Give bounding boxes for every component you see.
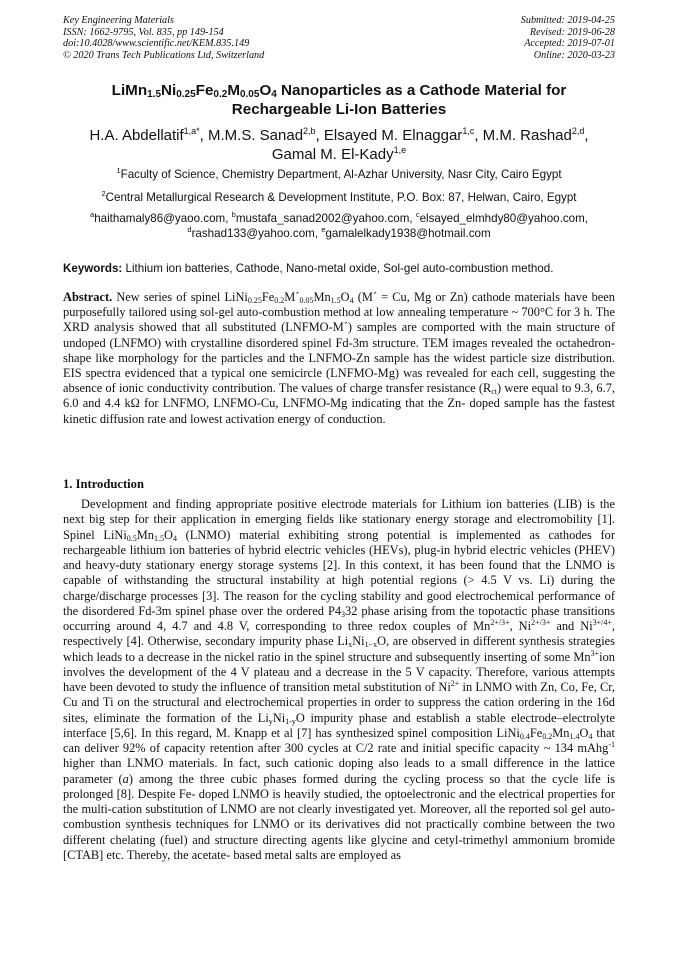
email-mark: b — [231, 210, 236, 219]
online-date: Online: 2020-03-23 — [533, 49, 615, 61]
journal-meta — [63, 15, 264, 61]
intro-text: Ni — [272, 710, 286, 725]
abstract-subscript: ct — [491, 387, 498, 397]
intro-subscript: 0.5 — [126, 533, 137, 543]
intro-text: , respectively [4]. Otherwise, secondary impurity phase Li — [63, 619, 615, 649]
author: , M.M.S. Sanad — [199, 127, 304, 144]
intro-paragraph — [63, 497, 615, 863]
intro-text: Mn — [136, 527, 154, 542]
intro-subscript: 1.5 — [154, 533, 164, 543]
intro-italic: a — [122, 771, 129, 786]
intro-subscript: 1-y — [285, 716, 296, 726]
abstract-subscript: 0.05 — [299, 296, 314, 305]
intro-subscript: 4 — [172, 533, 177, 543]
intro-subscript: y — [268, 716, 273, 726]
abstract-text: M´ — [284, 290, 300, 304]
doi[interactable]: doi:10.4028/www.scientific.net/KEM.835.149 — [63, 38, 250, 50]
title-subscript: 4 — [271, 89, 277, 100]
intro-superscript: -1 — [608, 740, 615, 749]
journal-name: Key Engineering Materials — [63, 15, 174, 26]
intro-superscript: 2+/3+ — [531, 618, 551, 627]
author: , M.M. Rashad — [474, 127, 572, 144]
title-subscript: 0.05 — [239, 89, 260, 100]
intro-subscript: 4 — [588, 731, 593, 741]
title-part: Nanoparticles as a Cathode Material for — [276, 82, 567, 99]
email-link[interactable]: rashad133@yahoo.com, — [191, 226, 322, 240]
abstract-text: New series of spinel LiNi — [112, 290, 248, 304]
author-emails — [40, 212, 638, 241]
title-part: O — [259, 82, 272, 99]
copyright: © 2020 Trans Tech Publications Ltd, Switzerland — [63, 49, 265, 61]
email-link[interactable]: gamalelkady1938@hotmail.com — [325, 226, 491, 240]
intro-subscript: 0.2 — [542, 731, 553, 741]
author-affil-mark: 2,d — [571, 126, 585, 136]
affiliation-2 — [40, 191, 638, 205]
intro-text: and Ni — [550, 619, 593, 633]
intro-text: (LNMO) material exhibiting strong potential is implemented as cathodes for rechargeable lithium ion batteries of hybrid electric vehicles (HEVs), plug-in hybrid electric vehicles (PHEV) and heavy-duty stationary energy storage systems [2]. In this context, it has been found that the LNMO is capable of withstanding the structural instability at high potential regions (> 4.5 V vs. Li) during the charge/discharge processes [3]. The reason for the cycling stability and good electrochemical performance of the disordered Fd-3m spinel phase over the ordered P4 — [63, 527, 615, 618]
title-part: LiMn — [111, 82, 148, 99]
submitted-date: Submitted: 2019-04-25 — [520, 15, 615, 26]
author: H.A. Abdellatif — [89, 127, 184, 144]
intro-text: Mn — [552, 725, 570, 740]
abstract-text: O — [340, 290, 350, 304]
title-part: Fe — [195, 82, 214, 99]
intro-text: Fe — [529, 725, 543, 740]
abstract-subscript: 4 — [349, 296, 354, 305]
intro-superscript: 2+/3+ — [490, 618, 510, 627]
title-part: Ni — [161, 82, 177, 99]
keywords-text: Lithium ion batteries, Cathode, Nano-metal oxide, Sol-gel auto-combustion method. — [122, 262, 554, 275]
intro-text: Development and finding appropriate positive electrode materials for Lithium ion batteries (LIB) is the next big step for their application in emerging fields like stationary energy storage and electromobility [1]. Spinel LiNi — [63, 497, 615, 542]
intro-text: ion involves the development of the 4 V plateau and a decrease in the 5 V capacity. Therefore, various attempts have been devoted to study the influence of transition metal substitution of Ni — [63, 649, 615, 694]
abstract-subscript: 0.25 — [247, 296, 262, 305]
intro-subscript: 1−x — [364, 640, 378, 650]
abstract — [63, 290, 615, 427]
publication-dates — [521, 15, 615, 61]
affiliation-1 — [40, 168, 638, 182]
author-affil-mark: 2,b — [303, 126, 316, 136]
intro-text: O, are observed in different synthesis strategies which leads to a decrease in the nickel ratio in the spinel structure and subsequently inserting of some Mn — [63, 634, 615, 664]
revised-date: Revised: 2019-06-28 — [529, 26, 615, 38]
title-part: M — [227, 82, 240, 99]
accepted-date: Accepted: 2019-07-01 — [524, 38, 615, 50]
abstract-text: ) were equal to 9.3, 6.7, 6.0 and 4.4 kΩ for LNFMO, LNFMO-Cu, LNFMO-Mg indicating that the Zn- doped sample has the fastest kinetic diffusion rate and lowest activation energy of conduction. — [63, 381, 615, 426]
author-list — [40, 126, 638, 164]
intro-subscript: 3 — [341, 609, 346, 619]
email-mark: c — [415, 210, 420, 219]
email-mark: e — [321, 224, 326, 234]
affiliation-text: Faculty of Science, Chemistry Department, Al-Azhar University, Nasr City, Cairo Egypt — [120, 168, 562, 181]
intro-text: O — [164, 527, 173, 542]
author: Gamal M. El-Kady — [271, 146, 394, 163]
abstract-label: Abstract. — [63, 290, 113, 304]
keywords — [63, 262, 615, 276]
issn: ISSN: 1662-9795, Vol. 835, pp 149-154 — [63, 26, 224, 38]
intro-superscript: 3+ — [590, 648, 600, 658]
author-affil-mark: 1,c — [462, 126, 475, 136]
affiliation-mark: 2 — [101, 189, 106, 198]
intro-subscript: x — [348, 640, 353, 650]
email-mark: d — [187, 224, 192, 234]
title-subscript: 0.25 — [176, 89, 196, 100]
title-subscript: 1.5 — [147, 89, 162, 100]
author-separator: , — [584, 127, 589, 144]
intro-subscript: 0.4 — [519, 731, 530, 741]
intro-text: that can deliver 92% of capacity retention after 300 cycles at C/2 rate and initial specific capacity ~ 134 mAhg — [63, 725, 615, 755]
introduction-body — [63, 497, 615, 863]
abstract-text: Mn — [313, 290, 331, 304]
intro-text: O — [579, 725, 589, 740]
intro-text: higher than LNMO materials. In fact, such cationic doping also leads to a small difference in the lattice parameter ( — [63, 756, 615, 786]
intro-text: Ni — [352, 634, 365, 649]
email-link[interactable]: elsayed_elmhdy80@yahoo.com, — [419, 212, 588, 225]
title-line-2: Rechargeable Li-Ion Batteries — [231, 100, 447, 118]
keywords-label: Keywords: — [63, 262, 123, 275]
intro-text: O impurity phase and establish a stable electrode–electrolyte interface [5,6]. In this regard, M. Knapp et al [7] has synthesized spinel composition LiNi — [63, 710, 615, 740]
intro-superscript: 2+ — [450, 679, 460, 688]
abstract-subscript: 0.2 — [274, 296, 285, 305]
abstract-subscript: 1.5 — [330, 296, 341, 305]
intro-superscript: 3+/4+ — [592, 618, 612, 627]
author-affil-mark: 1,a* — [183, 126, 200, 136]
section-heading: 1. Introduction — [63, 477, 144, 491]
author: , Elsayed M. Elnaggar — [315, 127, 463, 144]
author-affil-mark: 1,e — [393, 145, 407, 155]
email-link[interactable]: mustafa_sanad2002@yahoo.com, — [235, 212, 416, 225]
affiliation-text: Central Metallurgical Research & Development Institute, P.O. Box: 87, Helwan, Cairo, Egypt — [105, 191, 577, 204]
intro-text: ) among the three cubic phases formed during the cycling process so that the cycle life is prolonged [8]. Despite Fe- doped LNMO is heavily studied, the optoelectronic and the electrical properties for the multi-cation substitution of LNMO are not clearly investigated yet. Moreover, all the reported sol gel auto-combustion synthesis techniques for LNMO or its derivatives did not practically combine between the two different chelating (fuel) and structure directing agents like glycine and cetyl-trimethyl ammonium bromide [CTAB] etc. Thereby, the acetate- based metal salts are employed as — [63, 771, 615, 862]
intro-text: , Ni — [509, 619, 532, 633]
intro-text: 32 phase arising from the topotactic phase transitions occurring around 4, 4.7 and 4.8 V, corresponding to three redox couples of Mn — [63, 603, 615, 633]
email-link[interactable]: haithamaly86@yaoo.com, — [94, 212, 232, 225]
paper-title — [40, 82, 638, 119]
abstract-text: Fe — [261, 290, 275, 304]
title-line-1 — [40, 82, 638, 101]
intro-subscript: 1.4 — [569, 731, 580, 741]
title-subscript: 0.2 — [213, 89, 228, 100]
intro-text: in LNMO with Zn, Co, Fe, Cr, Cu and Ti on the structural and electrochemical properties in order to suppress the cation ordering in the 16d sites, eliminate the formation of the Li — [63, 680, 616, 725]
email-mark: a — [90, 210, 95, 219]
abstract-text: (M´ = Cu, Mg or Zn) cathode materials have been purposefully tailored using sol-gel auto-combustion method at low annealing temperature ~ 700°C for 3 h. The XRD analysis showed that all substituted (LNFMO-M´) samples are comported with the main structure of undoped (LNFMO) with crystalline disordered spinel Fd-3m structure. TEM images revealed the octahedron-shape like morphology for the particles and the LNFMO-Zn sample has the widest particle size distribution. EIS spectra evidenced that a typical one semicircle (LNFMO-Mg) was revealed for each cell, suggesting the absence of ionic conductivity contribution. The values of charge transfer resistance (R — [63, 290, 616, 396]
affiliation-mark: 1 — [116, 166, 121, 175]
